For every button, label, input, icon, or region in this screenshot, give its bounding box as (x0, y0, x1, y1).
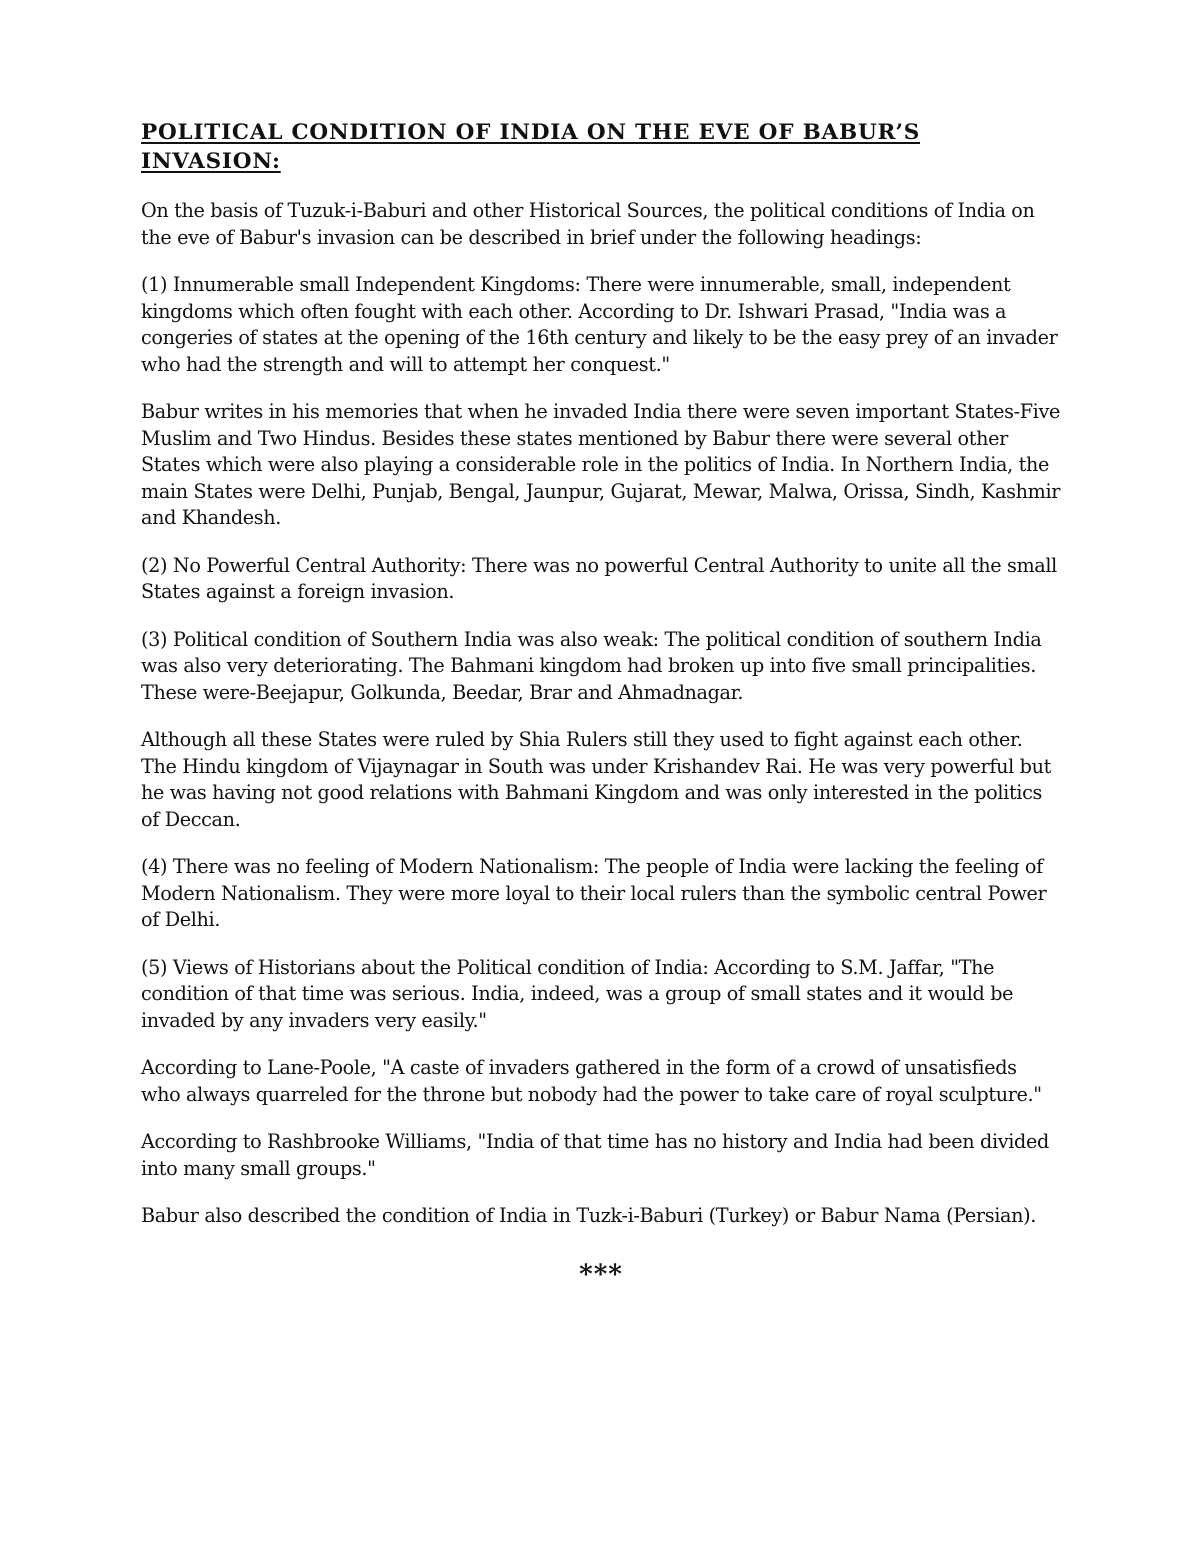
paragraph-nationalism: (4) There was no feeling of Modern Nationalism: The people of India were lacking the feeling of Modern Nationalism. They were more loyal to their local rulers than the symbolic central Power of Delhi. (141, 855, 1047, 931)
paragraph-historians-views: (5) Views of Historians about the Political condition of India: According to S.M. Jaffar, "The condition of that time was serious. India, indeed, was a group of small states and it would be invaded by any invaders very easily." (141, 955, 1014, 1032)
paragraph-babur-memories: Babur writes in his memories that when he invaded India there were seven important States-Five Muslim and Two Hindus. Besides these states mentioned by Babur there were several other States which were also playing a considerable role in the politics of India. In Northern India, the main States were Delhi, Punjab, Bengal, Jaunpur, Gujarat, Mewar, Malwa, Orissa, Sindh, Kashmir and Khandesh. (141, 400, 1061, 529)
paragraph-shia-rulers: Although all these States were ruled by Shia Rulers still they used to fight against each other. The Hindu kingdom of Vijaynagar in South was under Krishandev Rai. He was very powerful but he was having not good relations with Bahmani Kingdom and was only interested in the politics of Deccan. (141, 728, 1051, 831)
document-page (141, 118, 1061, 1290)
paragraph-independent-kingdoms: (1) Innumerable small Independent Kingdoms: There were innumerable, small, independent kingdoms which often fought with each other. According to Dr. Ishwari Prasad, "India was a congeries of states at the opening of the 16th century and likely to be the easy prey of an invader who had the strength and will to attempt her conquest." (141, 273, 1058, 376)
paragraph-central-authority: (2) No Powerful Central Authority: There was no powerful Central Authority to unite all the small States against a foreign invasion. (141, 553, 1057, 603)
paragraph-southern-india: (3) Political condition of Southern India was also weak: The political condition of southern India was also very deteriorating. The Bahmani kingdom had broken up into five small principalities. These were-Beejapur, Golkunda, Beedar, Brar and Ahmadnagar. (141, 627, 1042, 704)
paragraph-rashbrooke-williams: According to Rashbrooke Williams, "India of that time has no history and India had been divided into many small groups." (141, 1130, 1049, 1180)
end-mark: *** (579, 1259, 623, 1290)
paragraph-lane-poole: According to Lane-Poole, "A caste of invaders gathered in the form of a crowd of unsatisfieds who always quarreled for the throne but nobody had the power to take care of royal sculpture." (141, 1056, 1042, 1106)
document-title: POLITICAL CONDITION OF INDIA ON THE EVE OF BABUR’S INVASION: (141, 120, 921, 174)
paragraph-intro: On the basis of Tuzuk-i-Baburi and other Historical Sources, the political conditions of India on the eve of Babur's invasion can be described in brief under the following headings: (141, 199, 1035, 249)
paragraph-babur-nama: Babur also described the condition of India in Tuzk-i-Baburi (Turkey) or Babur Nama (Persian). (141, 1204, 1037, 1227)
